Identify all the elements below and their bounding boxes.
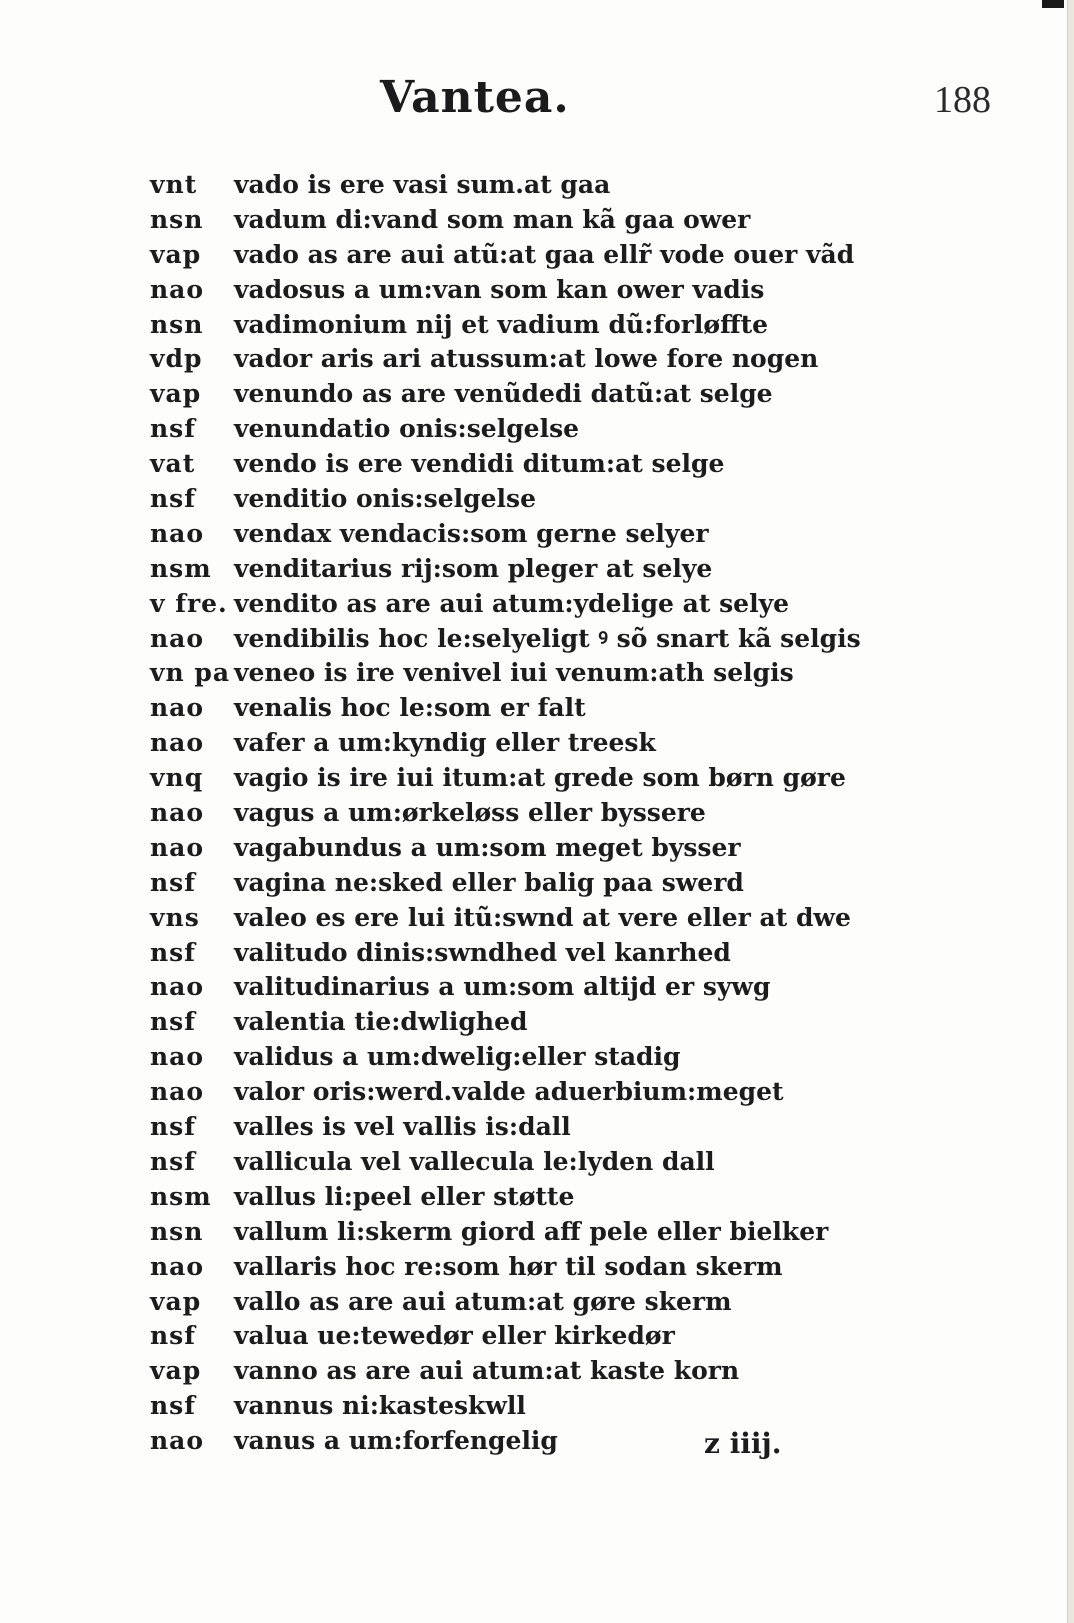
dictionary-entry xyxy=(150,552,930,587)
dictionary-entry xyxy=(150,970,930,1005)
dictionary-entry xyxy=(150,726,930,761)
entry-text: vadimonium nij et vadium dũ:forløffte xyxy=(234,309,769,339)
grammar-code: vdp xyxy=(150,344,203,374)
entry-text: vendax vendacis:som gerne selyer xyxy=(234,518,709,548)
grammar-code: nsf xyxy=(150,484,197,514)
dictionary-entry xyxy=(150,1075,930,1110)
dictionary-entry xyxy=(150,622,930,657)
dictionary-entry xyxy=(150,901,930,936)
entry-text: vado is ere vasi sum.at gaa xyxy=(234,170,611,199)
grammar-code: v fre. xyxy=(150,588,228,618)
grammar-code: nsm xyxy=(150,553,212,583)
grammar-code: nao xyxy=(150,518,205,548)
grammar-code: nsn xyxy=(150,309,204,339)
entry-text: vagio is ire iui itum:at grede som børn gøre xyxy=(234,763,846,793)
grammar-code: nsn xyxy=(150,204,204,234)
grammar-code: nsf xyxy=(150,1391,197,1421)
grammar-code: vnt xyxy=(150,170,198,199)
grammar-code: vns xyxy=(150,902,200,932)
grammar-code: nsm xyxy=(150,1181,212,1211)
dictionary-entry xyxy=(150,1215,930,1250)
entry-text: vannus ni:kasteskwll xyxy=(234,1391,526,1421)
grammar-code: nao xyxy=(150,832,205,862)
dictionary-entry xyxy=(150,1424,930,1459)
grammar-code: nsf xyxy=(150,937,197,967)
dictionary-entry xyxy=(150,1285,930,1320)
entry-text: valitudinarius a um:som altijd er sywg xyxy=(234,972,771,1002)
grammar-code: vn pa xyxy=(150,658,231,688)
dictionary-entry xyxy=(150,273,930,308)
grammar-code: vap xyxy=(150,1286,202,1316)
grammar-code: nsf xyxy=(150,1146,197,1176)
entry-text: venditio onis:selgelse xyxy=(234,484,537,514)
entry-text: valor oris:werd.valde aduerbium:meget xyxy=(234,1077,784,1107)
grammar-code: nsf xyxy=(150,414,197,444)
grammar-code: nao xyxy=(150,1426,205,1456)
dictionary-entry xyxy=(150,482,930,517)
scan-corner-mark xyxy=(1042,0,1064,8)
dictionary-entry xyxy=(150,866,930,901)
entry-text: venditarius rij:som pleger at selye xyxy=(234,553,713,583)
entry-text: vanus a um:forfengelig xyxy=(234,1426,558,1456)
entry-text: validus a um:dwelig:eller stadig xyxy=(234,1042,681,1072)
dictionary-entry xyxy=(150,656,930,691)
grammar-code: nsf xyxy=(150,1007,197,1037)
dictionary-entry xyxy=(150,1040,930,1075)
entry-text: vallicula vel vallecula le:lyden dall xyxy=(234,1146,715,1176)
entry-text: vafer a um:kyndig eller treesk xyxy=(234,728,656,758)
dictionary-entry xyxy=(150,308,930,343)
dictionary-entry xyxy=(150,691,930,726)
entry-text: vagus a um:ørkeløss eller byssere xyxy=(234,798,706,828)
dictionary-entry xyxy=(150,1005,930,1040)
grammar-code: nao xyxy=(150,972,205,1002)
grammar-code: nao xyxy=(150,623,205,653)
grammar-code: nsf xyxy=(150,1321,197,1351)
dictionary-entry xyxy=(150,1145,930,1180)
dictionary-entry xyxy=(150,377,930,412)
dictionary-entry xyxy=(150,238,930,273)
dictionary-entry xyxy=(150,1354,930,1389)
dictionary-entry xyxy=(150,1250,930,1285)
entry-text: vallum li:skerm giord aff pele eller bielker xyxy=(234,1216,829,1246)
dictionary-entry xyxy=(150,831,930,866)
dictionary-entry xyxy=(150,412,930,447)
entry-text: vadosus a um:van som kan ower vadis xyxy=(234,274,765,304)
dictionary-entry xyxy=(150,1110,930,1145)
entry-text: venundo as are venũdedi datũ:at selge xyxy=(234,379,773,409)
entry-text: vallaris hoc re:som hør til sodan skerm xyxy=(234,1251,783,1281)
entry-text: vendibilis hoc le:selyeligt ꝰ sõ snart kã selgis xyxy=(234,623,861,653)
dictionary-entry xyxy=(150,1319,930,1354)
entry-text: vadum di:vand som man kã gaa ower xyxy=(234,204,751,234)
dictionary-entry xyxy=(150,587,930,622)
grammar-code: nao xyxy=(150,693,205,723)
entry-text: vendito as are aui atum:ydelige at selye xyxy=(234,588,790,618)
entry-text: vanno as are aui atum:at kaste korn xyxy=(234,1356,740,1386)
entry-text: venalis hoc le:som er falt xyxy=(234,693,586,723)
grammar-code: vnq xyxy=(150,763,204,793)
grammar-code: nsf xyxy=(150,1112,197,1142)
grammar-code: vap xyxy=(150,1356,202,1386)
signature-mark: z iiij. xyxy=(704,1427,782,1460)
entry-text: venundatio onis:selgelse xyxy=(234,414,580,444)
entry-text: vendo is ere vendidi ditum:at selge xyxy=(234,449,725,479)
entry-text: vallus li:peel eller støtte xyxy=(234,1181,575,1211)
grammar-code: nao xyxy=(150,1042,205,1072)
entry-text: vador aris ari atussum:at lowe fore nogen xyxy=(234,344,819,374)
dictionary-entry xyxy=(150,936,930,971)
grammar-code: nao xyxy=(150,274,205,304)
dictionary-entry xyxy=(150,447,930,482)
dictionary-entry xyxy=(150,517,930,552)
entry-text: valentia tie:dwlighed xyxy=(234,1007,528,1037)
grammar-code: nsn xyxy=(150,1216,204,1246)
dictionary-entry xyxy=(150,168,930,203)
grammar-code: nao xyxy=(150,1077,205,1107)
page-edge xyxy=(1067,0,1074,1623)
page-number: 188 xyxy=(934,79,991,121)
entry-text: valitudo dinis:swndhed vel kanrhed xyxy=(234,937,731,967)
grammar-code: nsf xyxy=(150,867,197,897)
entry-text: vagina ne:sked eller balig paa swerd xyxy=(234,867,744,897)
entry-text: veneo is ire venivel iui venum:ath selgis xyxy=(234,658,794,688)
grammar-code: nao xyxy=(150,798,205,828)
dictionary-entry xyxy=(150,203,930,238)
dictionary-entry xyxy=(150,1389,930,1424)
entry-text: valles is vel vallis is:dall xyxy=(234,1112,571,1142)
dictionary-entries xyxy=(150,168,930,1459)
entry-text: vado as are aui atũ:at gaa ellr̃ vode ouer vãd xyxy=(234,239,855,269)
entry-text: vagabundus a um:som meget bysser xyxy=(234,832,741,862)
dictionary-entry xyxy=(150,1180,930,1215)
grammar-code: vap xyxy=(150,239,202,269)
grammar-code: vat xyxy=(150,449,196,479)
entry-text: valeo es ere lui itũ:swnd at vere eller at dwe xyxy=(234,902,851,932)
dictionary-entry xyxy=(150,761,930,796)
grammar-code: nao xyxy=(150,728,205,758)
dictionary-entry xyxy=(150,796,930,831)
grammar-code: nao xyxy=(150,1251,205,1281)
entry-text: valua ue:tewedør eller kirkedør xyxy=(234,1321,675,1351)
entry-text: vallo as are aui atum:at gøre skerm xyxy=(234,1286,732,1316)
page-title: Vantea. xyxy=(380,72,570,123)
dictionary-entry xyxy=(150,342,930,377)
grammar-code: vap xyxy=(150,379,202,409)
